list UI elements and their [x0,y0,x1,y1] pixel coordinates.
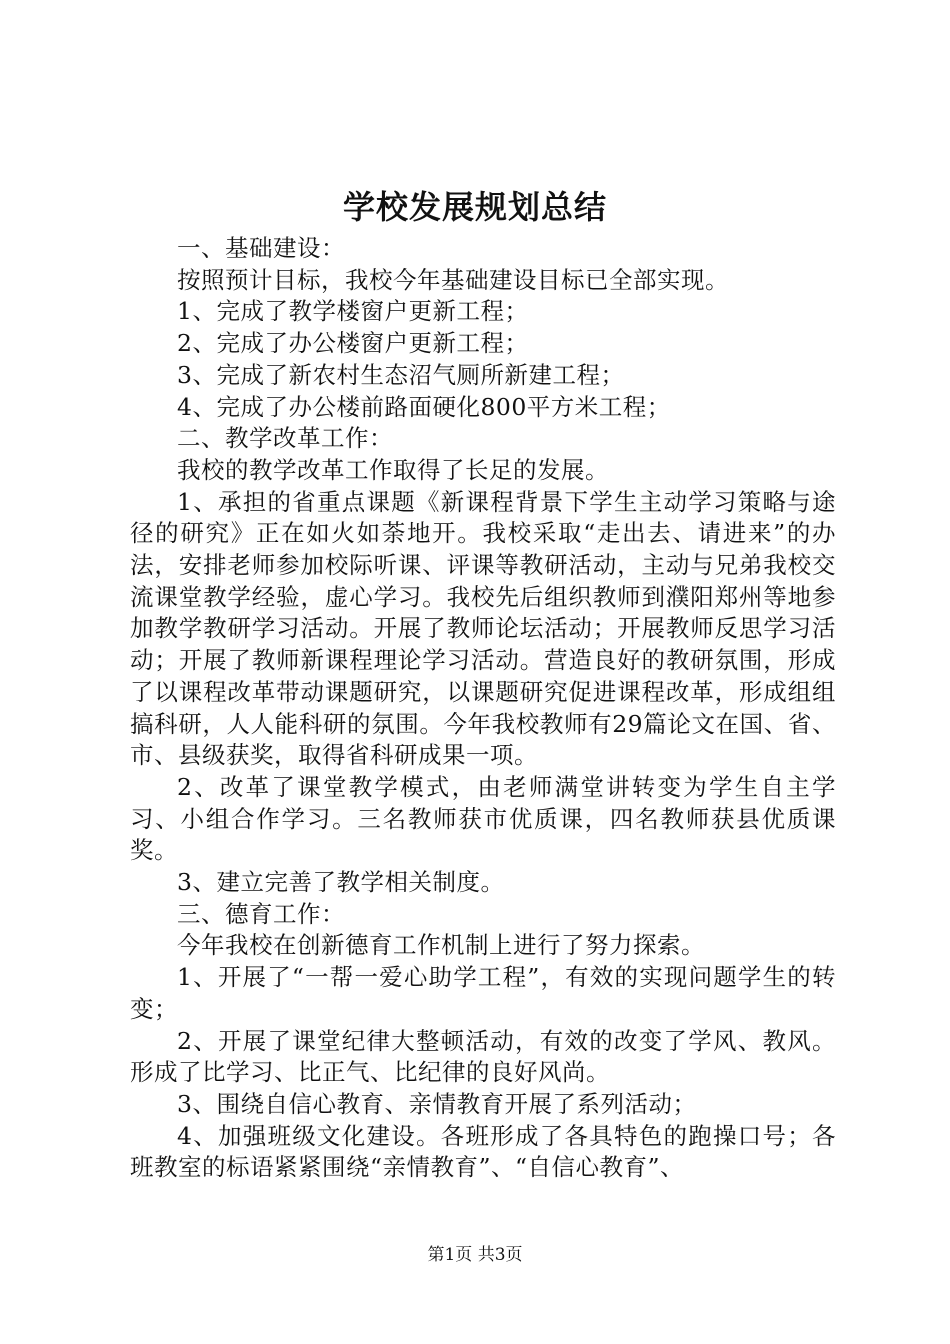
list-item: 2、改革了课堂教学模式，由老师满堂讲转变为学生自主学习、小组合作学习。三名教师获市优质课，四名教师获县优质课奖。 [130,772,836,865]
list-item: 2、完成了办公楼窗户更新工程； [177,329,529,358]
paragraph: 我校的教学改革工作取得了长足的发展。 [177,455,609,484]
list-item: 1、开展了“一帮一爱心助学工程”，有效的实现问题学生的转变； [130,963,836,1023]
list-item: 3、完成了新农村生态沼气厕所新建工程； [177,360,625,389]
list-item: 1、承担的省重点课题《新课程背景下学生主动学习策略与途径的研究》正在如火如荼地开。我校采取“走出去、请进来”的办法，安排老师参加校际听课、评课等教研活动，主动与兄弟我校交流课堂教学经验，虚心学习。我校先后组织教师到濮阳郑州等地参加教学教研学习活动。开展了教师论坛活动；开展教师反思学习活动；开展了教师新课程理论学习活动。营造良好的教研氛围，形成了以课程改革带动课题研究，以课题研究促进课程改革，形成组组搞科研，人人能科研的氛围。今年我校教师有29篇论文在国、省、市、县级获奖，取得省科研成果一项。 [130,487,836,770]
list-item: 1、完成了教学楼窗户更新工程； [177,297,529,326]
paragraph: 今年我校在创新德育工作机制上进行了努力探索。 [177,931,705,960]
list-item: 2、开展了课堂纪律大整顿活动，有效的改变了学风、教风。形成了比学习、比正气、比纪律的良好风尚。 [130,1026,836,1087]
section-heading-infrastructure: 一、基础建设： [177,234,345,262]
list-item: 3、围绕自信心教育、亲情教育开展了系列活动； [177,1089,697,1118]
list-item: 3、建立完善了教学相关制度。 [177,868,505,897]
page-footer: 第1页 共3页 [427,1245,523,1265]
document-body [130,233,836,1184]
section-heading-moral-education: 三、德育工作： [177,899,345,928]
section-heading-teaching-reform: 二、教学改革工作： [177,424,393,453]
paragraph: 按照预计目标，我校今年基础建设目标已全部实现。 [177,265,729,294]
list-item: 4、加强班级文化建设。各班形成了各具特色的跑操口号；各班教室的标语紧紧围绕“亲情教育”、“自信心教育”、 [130,1121,836,1182]
list-item: 4、完成了办公楼前路面硬化800平方米工程； [177,392,671,421]
document-title: 学校发展规划总结 [342,188,607,226]
